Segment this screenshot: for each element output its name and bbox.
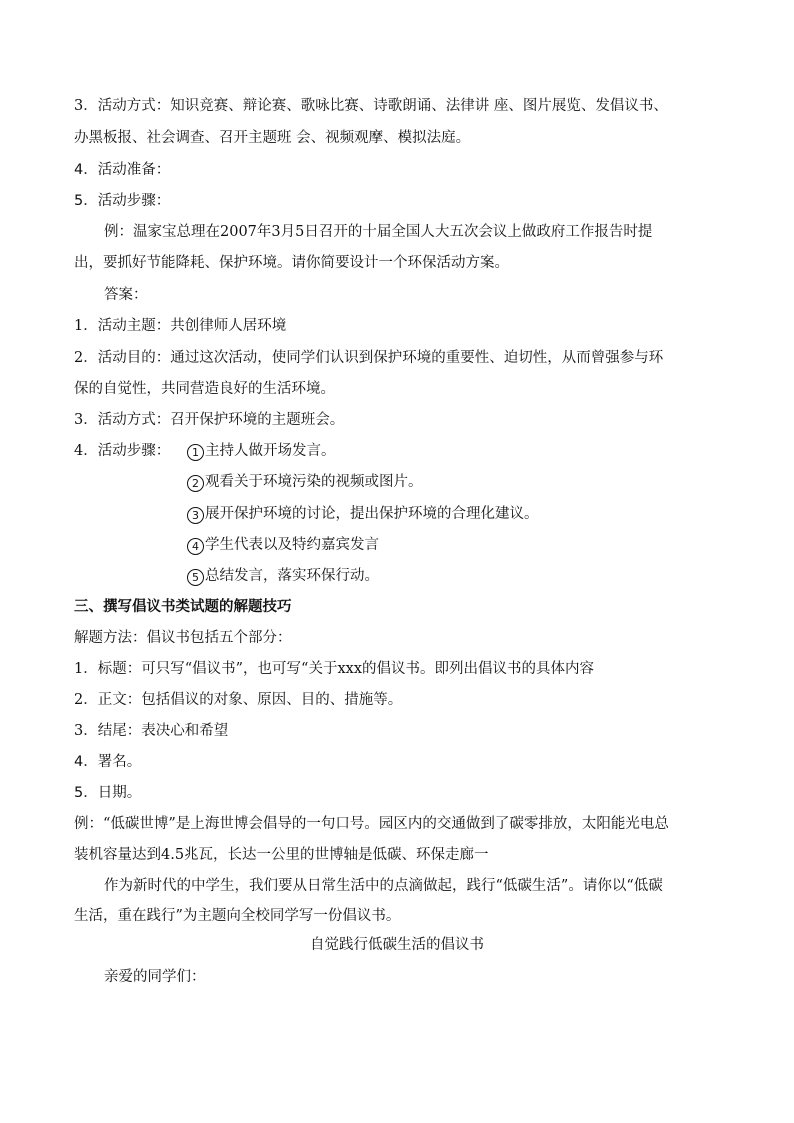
- step-text: 展开保护环境的讨论，提出保护环境的合理化建议。: [205, 506, 539, 522]
- example-2-line-2: 装机容量达到4.5兆瓦，长达一公里的世博轴是低碳、环保走廊一: [74, 847, 489, 863]
- example-2-line-4: 生活，重在践行”为主题向全校同学写一份倡议书。: [74, 908, 401, 924]
- step-item: [187, 472, 423, 492]
- step-item: [187, 566, 379, 586]
- example-line-1: 例：温家宝总理在2007年3月5日召开的十届全国人大五次会议上做政府工作报告时提: [104, 224, 653, 240]
- proposal-title: 自觉践行低碳生活的倡议书: [310, 937, 484, 953]
- answer-purpose-line-1: 2．活动目的：通过这次活动，使同学们认识到保护环境的重要性、迫切性，从而曾强参与环: [74, 350, 664, 366]
- method-body: 2．正文：包括倡议的对象、原因、目的、措施等。: [74, 692, 403, 708]
- method-date: 5．日期。: [74, 785, 142, 801]
- activity-method-line-1: 3．活动方式：知识竞赛、辩论赛、歌咏比赛、诗歌朗诵、法律讲 座、图片展览、发倡议书、: [74, 98, 668, 114]
- answer-theme: 1．活动主题：共创律师人居环境: [74, 318, 287, 334]
- step-item: [187, 535, 379, 555]
- activity-preparation: 4．活动准备：: [74, 162, 171, 178]
- step-text: 主持人做开场发言。: [205, 443, 336, 459]
- step-number: 2: [187, 475, 204, 492]
- method-ending: 3．结尾：表决心和希望: [74, 723, 229, 739]
- example-line-2: 出，要抓好节能降耗、保护环境。请你简要设计一个环保活动方案。: [74, 255, 509, 271]
- method-intro: 解题方法：倡议书包括五个部分：: [74, 630, 292, 646]
- answer-label: 答案：: [104, 287, 148, 303]
- step-number: 1: [187, 444, 204, 461]
- answer-method: 3．活动方式：召开保护环境的主题班会。: [74, 412, 345, 428]
- step-item: [187, 504, 539, 524]
- answer-purpose-line-2: 保的自觉性，共同营造良好的生活环境。: [74, 381, 335, 397]
- activity-steps-label: 5．活动步骤：: [74, 193, 171, 209]
- section-heading: 三、撰写倡议书类试题的解题技巧: [74, 599, 292, 615]
- greeting: 亲爱的同学们：: [104, 969, 206, 985]
- activity-method-line-2: 办黑板报、社会调查、召开主题班 会、视频观摩、模拟法庭。: [74, 130, 471, 146]
- step-number: 4: [187, 538, 204, 555]
- step-number: 5: [187, 569, 204, 586]
- example-2-line-1: 例：“低碳世博”是上海世博会倡导的一句口号。园区内的交通做到了碳零排放，太阳能光电总: [74, 816, 669, 832]
- answer-steps-label: 4．活动步骤：: [74, 443, 171, 459]
- example-2-line-3: 作为新时代的中学生，我们要从日常生活中的点滴做起，践行“低碳生活”。请你以“低碳: [104, 878, 663, 894]
- method-signature: 4．署名。: [74, 754, 142, 770]
- step-text: 学生代表以及特约嘉宾发言: [205, 537, 379, 553]
- step-item: [187, 441, 336, 461]
- method-title: 1．标题：可只写“倡议书”，也可写“关于xxx的倡议书。即列出倡议书的具体内容: [74, 661, 594, 677]
- step-number: 3: [187, 507, 204, 524]
- step-text: 观看关于环境污染的视频或图片。: [205, 474, 423, 490]
- step-text: 总结发言，落实环保行动。: [205, 568, 379, 584]
